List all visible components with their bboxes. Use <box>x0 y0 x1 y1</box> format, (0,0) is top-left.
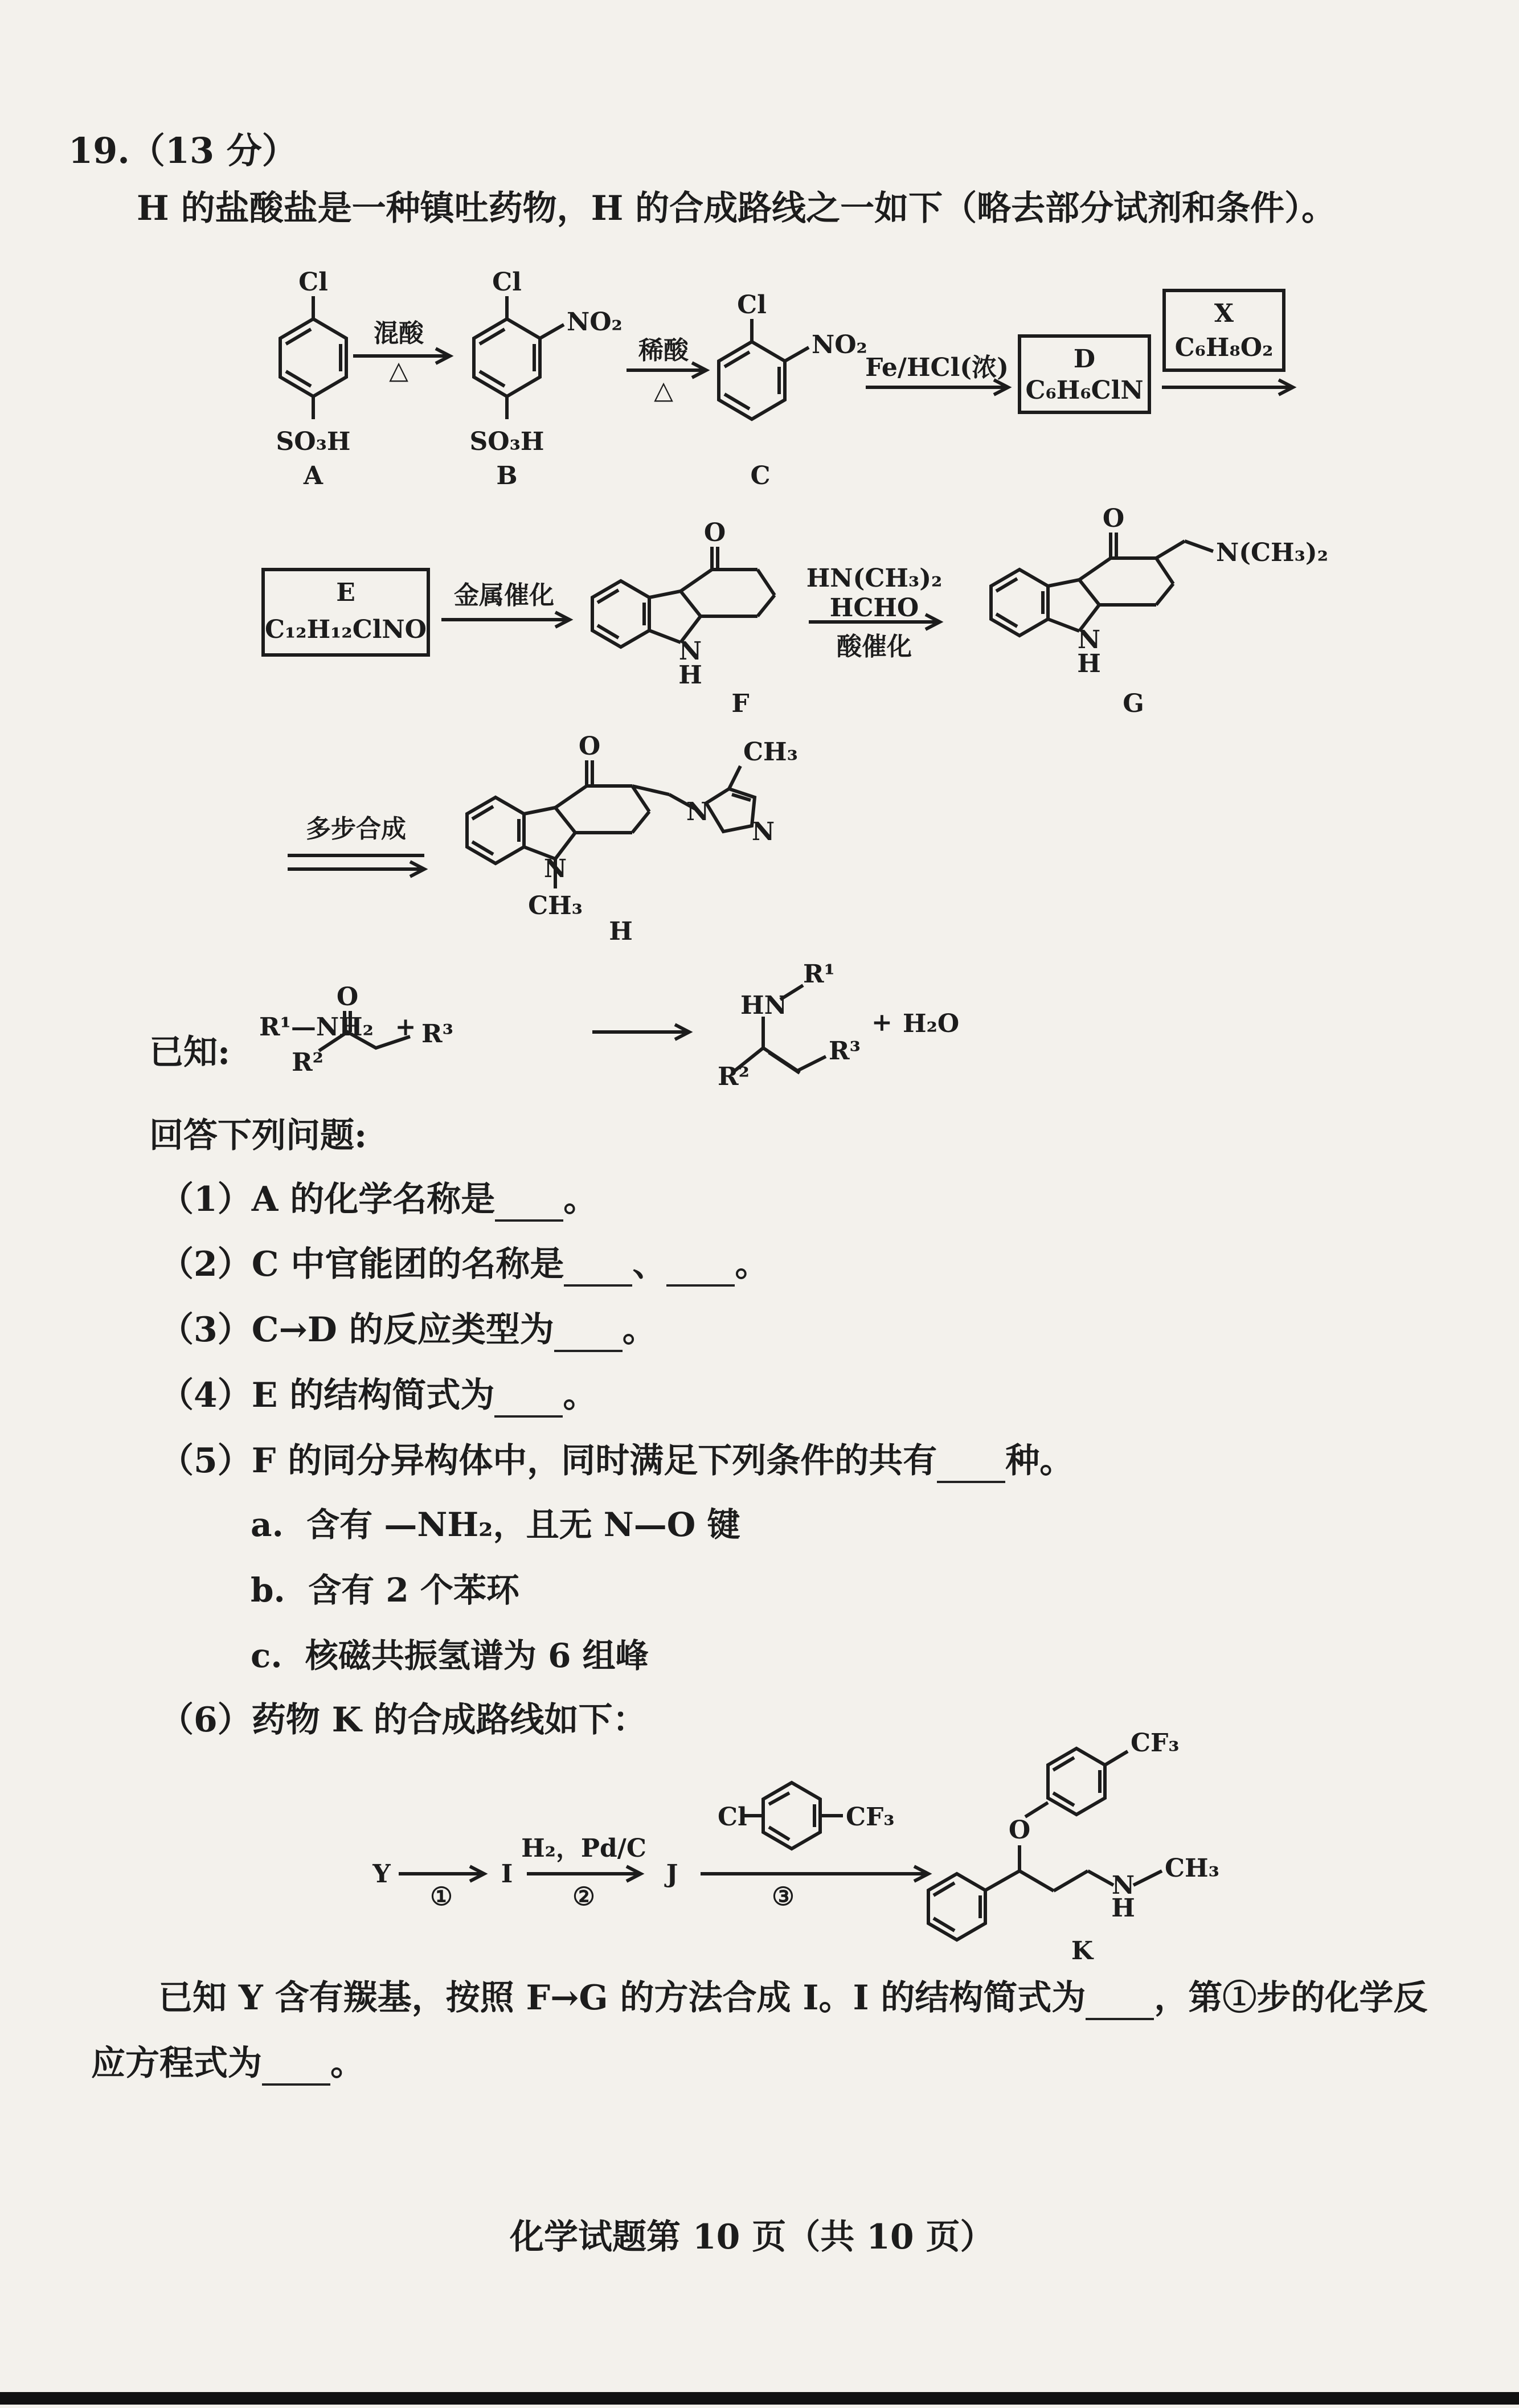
H-imid-ch3: CH₃ <box>743 738 798 767</box>
known-hn: HN <box>740 991 787 1020</box>
F-oxygen: O <box>703 518 726 547</box>
molecule-A <box>280 296 346 419</box>
K-ch3: CH₃ <box>1165 1854 1219 1883</box>
arrow-AB-top: 混酸 <box>374 319 424 348</box>
question-1: （1）A 的化学名称是 。 <box>159 1172 597 1222</box>
question-intro: H 的盐酸盐是一种镇吐药物，H 的合成路线之一如下（略去部分试剂和条件）。 <box>137 189 1336 228</box>
G-nh: H <box>1077 649 1101 678</box>
q6-J: J <box>666 1860 678 1889</box>
condition-c: c. 核磁共振氢谱为 6 组峰 <box>251 1636 649 1675</box>
answer-blank-3[interactable] <box>554 1310 623 1352</box>
E-formula: C₁₂H₁₂ClNO <box>265 615 427 644</box>
H-nitrogen: N <box>543 854 567 883</box>
q6-cl: Cl <box>718 1803 747 1832</box>
molecule-C <box>719 319 809 419</box>
answer-blank-4[interactable] <box>494 1375 563 1418</box>
answer-blank-2b[interactable] <box>666 1244 735 1287</box>
question-3: （3）C→D 的反应类型为 。 <box>159 1303 657 1352</box>
A-so3h: SO₃H <box>276 427 351 456</box>
D-label: D <box>1073 345 1096 374</box>
known-r2b: R² <box>718 1062 750 1091</box>
known-r3: R³ <box>421 1019 453 1049</box>
D-formula: C₆H₆ClN <box>1025 376 1144 405</box>
q6-step3: ③ <box>772 1882 795 1911</box>
molecule-B <box>474 296 564 419</box>
label-A: A <box>303 461 324 490</box>
page-footer: 化学试题第 10 页（共 10 页） <box>510 2217 994 2257</box>
known-o: O <box>336 982 359 1011</box>
F-nh: H <box>678 661 702 690</box>
G-oxygen: O <box>1102 504 1125 533</box>
label-K: K <box>1071 1936 1094 1965</box>
H-imid-n1: N <box>686 797 710 826</box>
q6-I: I <box>501 1860 513 1889</box>
known-plus1: + <box>395 1013 416 1042</box>
G-nme2: N(CH₃)₂ <box>1216 538 1328 567</box>
arrow-CD-top: Fe/HCl(浓) <box>865 353 1009 382</box>
known-label: 已知: <box>149 1033 231 1072</box>
answer-blank-5[interactable] <box>937 1441 1005 1483</box>
A-cl: Cl <box>298 268 328 297</box>
known-h2o: H₂O <box>903 1009 960 1038</box>
answer-blank-6b[interactable] <box>262 2043 330 2086</box>
known-r1nh2: R¹—NH₂ <box>259 1013 374 1042</box>
question-5: （5）F 的同分异构体中，同时满足下列条件的共有 种。 <box>159 1434 1074 1483</box>
question-2: （2）C 中官能团的名称是 、 。 <box>159 1237 769 1287</box>
arrow-FG-line3: 酸催化 <box>837 632 912 661</box>
answer-blank-6a[interactable] <box>1086 1978 1154 2020</box>
B-so3h: SO₃H <box>469 427 544 456</box>
B-cl: Cl <box>492 268 522 297</box>
condition-a: a. 含有 —NH₂，且无 N—O 键 <box>251 1505 740 1544</box>
q6-step2: ② <box>572 1882 595 1911</box>
final-line-1: 已知 Y 含有羰基，按照 F→G 的方法合成 I。I 的结构简式为 ，第①步的化学反 <box>158 1971 1427 2020</box>
K-cf3: CF₃ <box>1131 1729 1180 1758</box>
answer-blank-1[interactable] <box>495 1180 563 1222</box>
K-h: H <box>1111 1894 1135 1923</box>
arrow-AB-bottom: △ <box>389 356 408 385</box>
question-4: （4）E 的结构简式为 。 <box>159 1368 597 1418</box>
answer-intro: 回答下列问题: <box>149 1116 367 1156</box>
arrow-EF-top: 金属催化 <box>454 581 554 610</box>
label-G: G <box>1123 689 1144 718</box>
X-label: X <box>1214 299 1234 328</box>
q6-Y: Y <box>372 1860 391 1889</box>
H-oxygen: O <box>578 732 601 761</box>
molecule-F <box>592 547 775 647</box>
molecule-G <box>991 533 1213 636</box>
arrow-FG-line1: HN(CH₃)₂ <box>806 564 943 593</box>
arrow-FG-line2: HCHO <box>829 593 919 623</box>
arrow-BC-top: 稀酸 <box>638 336 689 365</box>
known-r2: R² <box>292 1048 324 1077</box>
H-imid-n2: N <box>751 817 775 846</box>
known-r3b: R³ <box>829 1037 861 1066</box>
q6-cf3: CF₃ <box>846 1803 895 1832</box>
question-number: 19.（13 分） <box>68 130 297 171</box>
F-nitrogen: N <box>678 637 702 666</box>
K-nitrogen: N <box>1111 1871 1135 1900</box>
label-H: H <box>609 917 633 946</box>
answer-blank-2a[interactable] <box>564 1244 632 1287</box>
known-r1: R¹ <box>803 960 835 989</box>
label-F: F <box>731 689 750 718</box>
molecule-H <box>467 760 755 888</box>
known-plus2: + <box>871 1008 892 1037</box>
bottom-rule <box>0 2392 1519 2405</box>
C-no2: NO₂ <box>812 330 867 359</box>
q6-step1: ① <box>430 1882 453 1911</box>
final-line-2: 应方程式为 。 <box>91 2036 365 2086</box>
label-C: C <box>750 461 771 490</box>
X-formula: C₆H₈O₂ <box>1174 333 1274 362</box>
B-no2: NO₂ <box>567 308 623 337</box>
question-6: （6）药物 K 的合成路线如下： <box>159 1700 647 1740</box>
H-ch3: CH₃ <box>528 891 583 920</box>
K-oxygen: O <box>1008 1816 1031 1845</box>
condition-b: b. 含有 2 个苯环 <box>251 1571 519 1610</box>
arrow-GH-top: 多步合成 <box>306 814 406 843</box>
q6-reagent2: H₂，Pd/C <box>521 1834 646 1863</box>
label-B: B <box>496 461 518 490</box>
arrow-BC-bottom: △ <box>654 376 673 405</box>
E-label: E <box>336 578 355 607</box>
C-cl: Cl <box>737 290 767 320</box>
G-nitrogen: N <box>1077 625 1101 654</box>
